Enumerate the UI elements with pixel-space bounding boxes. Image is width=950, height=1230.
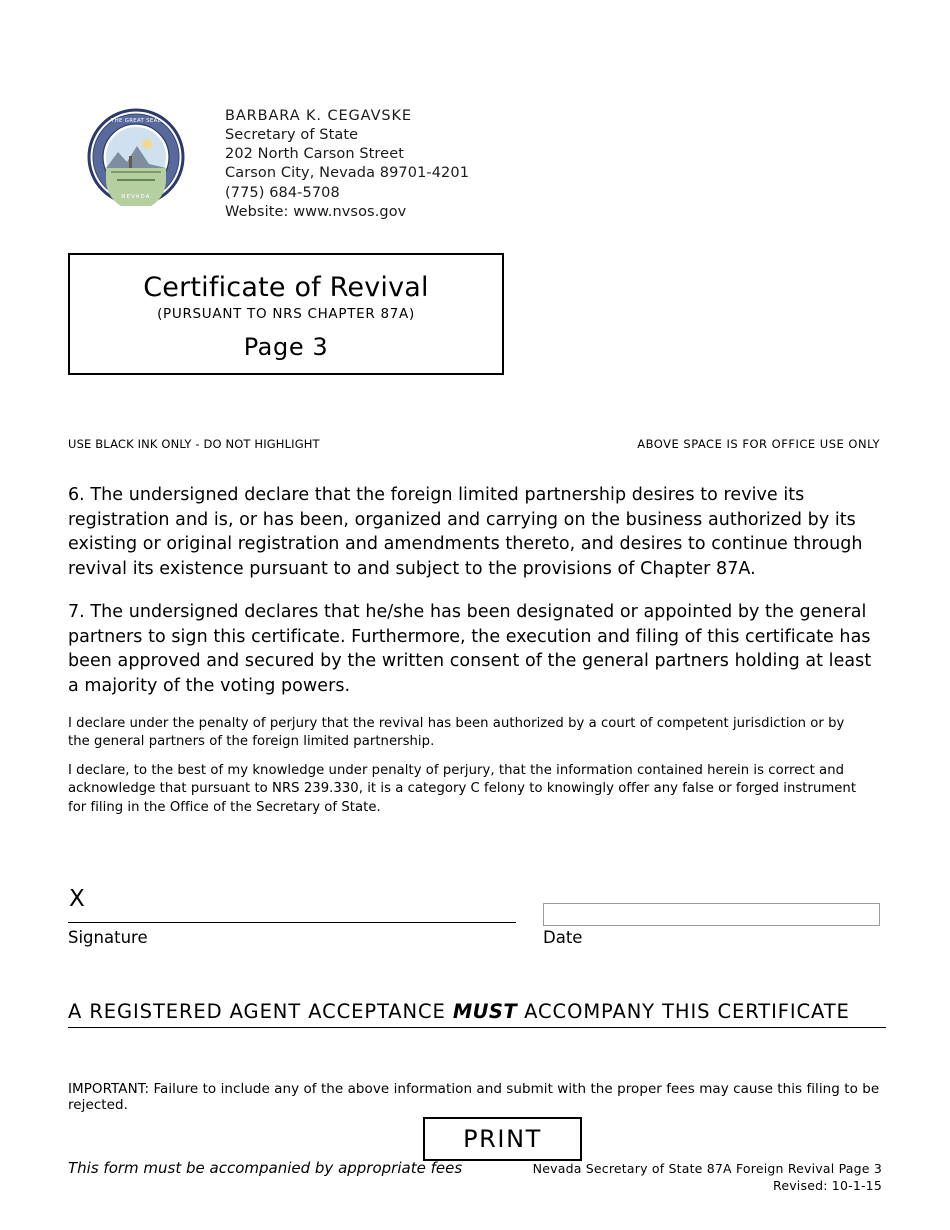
footer-revision-date: Revised: 10-1-15 [773,1177,882,1193]
ink-instruction-note: USE BLACK INK ONLY - DO NOT HIGHLIGHT [68,437,320,451]
office-title: Secretary of State [225,127,359,144]
footer-form-id [533,1161,882,1195]
paragraph-item-7: 7. The undersigned declares that he/she has been designated or appointed by the general partners to sign this certificate. Furthermore, the execution and filing of this certificate has been approved and secured by the written consent of the general partners holding at least a majority of the voting powers. [68,602,872,697]
signature-line[interactable] [68,922,516,923]
address-line-2: Carson City, Nevada 89701-4201 [225,165,470,182]
date-label: Date [543,928,583,947]
declaration-paragraph-1: I declare under the penalty of perjury that the revival has been authorized by a court of competent jurisdiction or by the general partners of the foreign limited partnership. [68,716,845,750]
important-label: IMPORTANT: [68,1081,150,1097]
svg-text:NEVADA: NEVADA [121,194,151,200]
address-line-1: 202 North Carson Street [225,146,405,163]
form-page-label: Page 3 [243,333,329,361]
svg-text:THE GREAT SEAL: THE GREAT SEAL [111,118,161,124]
important-text: Failure to include any of the above information and submit with the proper fees may cause this filing to be rejected. [68,1081,880,1113]
letterhead [68,100,888,220]
declaration-paragraph-2: I declare, to the best of my knowledge under penalty of perjury, that the information contained herein is correct and acknowledge that pursuant to NRS 239.330, it is a category C felony to knowingly offer any false or forged instrument for filing in the Office of the Secretary of State. [68,763,857,815]
nevada-state-seal-icon [87,108,185,206]
print-button[interactable] [423,1117,582,1161]
website: Website: www.nvsos.gov [225,203,407,220]
registered-agent-notice [68,1000,886,1028]
signature-x-mark: X [69,886,85,912]
office-use-note: ABOVE SPACE IS FOR OFFICE USE ONLY [637,437,880,451]
print-button-label: PRINT [463,1125,542,1153]
agent-notice-emphasis: MUST [452,1000,518,1023]
agent-notice-part-2: ACCOMPANY THIS CERTIFICATE [517,1000,850,1023]
agent-notice-part-1: A REGISTERED AGENT ACCEPTANCE [68,1000,453,1023]
form-title-box [68,253,504,375]
footer-form-id-line-1: Nevada Secretary of State 87A Foreign Revival Page 3 [532,1161,882,1176]
important-notice [68,1081,888,1113]
agency-address-block [225,107,469,222]
footer-fee-note: This form must be accompanied by appropriate fees [68,1159,463,1177]
form-title: Certificate of Revival [143,272,429,303]
date-input[interactable] [543,903,880,926]
phone-number: (775) 684-5708 [225,184,340,201]
paragraph-item-6: 6. The undersigned declare that the foreign limited partnership desires to revive its registration and is, or has been, organized and carrying on the business authorized by its existing or original registration and amendments thereto, and desires to continue through revival its existence pursuant to and subject to the provisions of Chapter 87A. [68,485,863,580]
signature-label: Signature [68,928,148,947]
form-subtitle: (PURSUANT TO NRS CHAPTER 87A) [157,306,415,322]
official-name: BARBARA K. CEGAVSKE [225,108,412,124]
